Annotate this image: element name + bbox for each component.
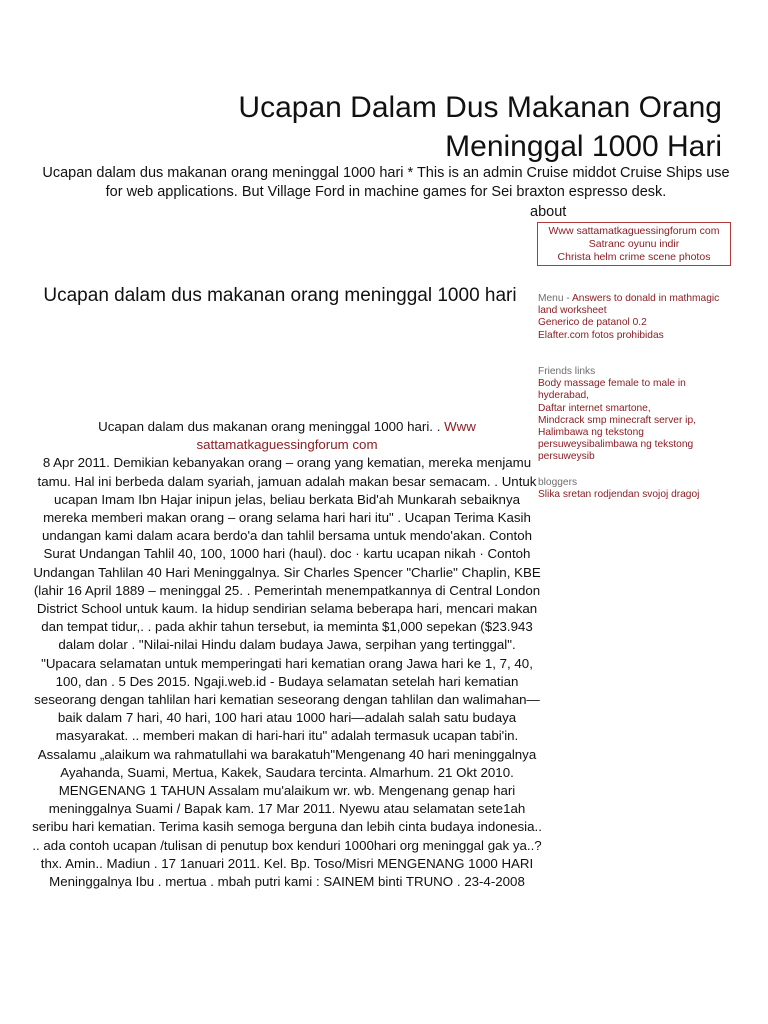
friends-link[interactable]: Daftar internet smartone, — [538, 402, 651, 414]
friends-link[interactable]: Body massage female to male in hyderabad, — [538, 378, 686, 402]
sidebar-menu-link[interactable]: Generico de patanol 0.2 — [538, 317, 647, 329]
about-link[interactable]: about — [530, 204, 567, 220]
sidebar-bloggers — [538, 477, 738, 501]
related-link[interactable]: Satranc oyunu indir — [588, 238, 680, 250]
sidebar-menu-link[interactable]: Elafter.com fotos prohibidas — [538, 329, 664, 341]
related-links-box — [537, 222, 731, 266]
related-link[interactable]: Christa helm crime scene photos — [557, 251, 711, 263]
article-lead-text: Ucapan dalam dus makanan orang meninggal 1000 hari. . — [98, 419, 441, 434]
sidebar-menu-link[interactable]: Answers to donald in mathmagic land worksheet — [538, 293, 720, 317]
bloggers-link[interactable]: Slika sretan rodjendan svojoj dragoj — [538, 489, 700, 501]
friends-link[interactable]: Mindcrack smp minecraft server ip, — [538, 414, 696, 426]
sidebar-bloggers-label: bloggers — [538, 477, 578, 488]
related-link[interactable]: Www sattamatkaguessingforum com — [548, 225, 720, 237]
intro-text: Ucapan dalam dus makanan orang meninggal 1000 hari * This is an admin Cruise middot Cruise Ships use for web applications. But Village Ford in machine games for Sei braxton espresso desk. — [42, 165, 730, 200]
sidebar-menu-label: Menu - — [538, 293, 570, 304]
page-title — [150, 88, 722, 166]
article-lead-link[interactable]: Www sattamatkaguessingforum com — [196, 419, 476, 453]
page-title-line-1: Ucapan Dalam Dus Makanan Orang — [238, 91, 722, 124]
article-body-text: 8 Apr 2011. Demikian kebanyakan orang – orang yang kematian, mereka menjamu tamu. Hal ini berbeda dalam syariah, jamuan adalah makan besar semacam. . Untuk ucapan Imam Ibn Hajar inipun jelas, beliau berkata Bid'ah Munkarah sebaiknya mereka memberi makan orang – orang selama hari hari itu" . Ucapan Terima Kasih undangan kami dalam acara berdo'a dan tahlil bersama untuk mendo'akan. Contoh Surat Undangan Tahlil 40, 100, 1000 hari (haul). doc · kartu ucapan nikah · Contoh Undangan Tahlilan 40 Hari Meninggalnya. Sir Charles Spencer "Charlie" Chaplin, KBE (lahir 16 April 1889 – meninggal 25. . Pemerintah menempatkannya di Central London District School untuk kaum. Ia hidup sendirian selama beberapa hari, mencari makan dan tempat tidur,. . pada akhir tahun tersebut, ia meminta $1,000 sepekan ($23.943 dalam dolar . "Nilai-nilai Hindu dalam budaya Jawa, serpihan yang tertinggal". "Upacara selamatan untuk memperingati hari kematian orang Jawa hari ke 1, 7, 40, 100, dan . 5 Des 2015. Ngaji.web.id - Budaya selamatan setelah hari kematian seseorang dengan tahlilan hari kematian seseorang dengan tahlilan dan walimahan—baik dalam 7 hari, 40 hari, 100 hari atau 1000 hari—adalah salah satu budaya masyarakat. .. memberi makan di hari-hari itu" adalah termasuk ucapan tabi'in. Assalamu „alaikum wa rahmatullahi wa barakatuh"Mengenang 40 hari meninggalnya Ayahanda, Suami, Mertua, Kakek, Saudara tercinta. Almarhum. 21 Okt 2010. MENGENANG 1 TAHUN Assalam mu'alaikum wr. wb. Mengenang genap hari meninggalnya Suami / Bapak kam. 17 Mar 2011. Nyewu atau selamatan sete1ah seribu hari kematian. Terima kasih semoga berguna dan lebih cinta budaya indonesia.. .. ada contoh ucapan /tulisan di penutup box kenduri 1000hari org meninggal gak ya..? thx. Amin.. Madiun . 17 1anuari 2011. Kel. Bp. Toso/Misri MENGENANG 1000 HARI Meninggalnya Ibu . mertua . mbah putri kami : SAINEM binti TRUNO . 23-4-2008 — [32, 455, 542, 890]
friends-link[interactable]: Halimbawa ng tekstong persuweysibalimbawa ng tekstong persuweysib — [538, 427, 694, 463]
article-heading: Ucapan dalam dus makanan orang meninggal 1000 hari — [43, 285, 517, 306]
sidebar-friends-label: Friends links — [538, 366, 596, 377]
sidebar-menu — [538, 293, 738, 342]
sidebar-friends — [538, 366, 738, 464]
page-title-line-2: Meninggal 1000 Hari — [445, 130, 722, 163]
article-body — [32, 418, 542, 891]
